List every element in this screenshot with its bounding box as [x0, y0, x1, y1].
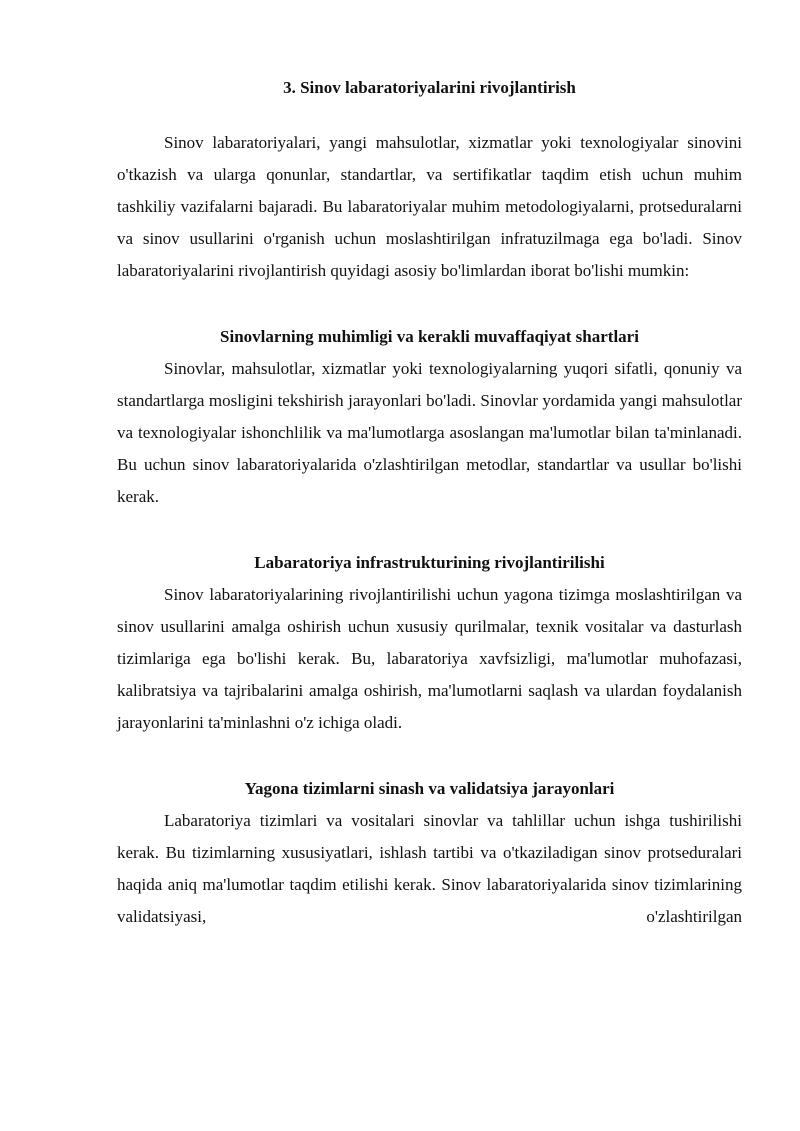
section-gap	[117, 287, 742, 321]
section-heading-validation: Yagona tizimlarni sinash va validatsiya jarayonlari	[244, 779, 615, 798]
section-gap	[117, 739, 742, 773]
section-heading-infrastructure: Labaratoriya infrastrukturining rivojlantirilishi	[254, 553, 605, 572]
section-paragraph-importance: Sinovlar, mahsulotlar, xizmatlar yoki texnologiyalarning yuqori sifatli, qonuniy va standartlarga mosligini tekshirish jarayonlari bo'ladi. Sinovlar yordamida yangi mahsulotlar va texnologiyalar ishonchlilik va ma'lumotlarga asoslangan ma'lumotlar bilan ta'minlanadi. Bu uchun sinov labaratoriyalarida o'zlashtirilgan metodlar, standartlar va usullar bo'lishi kerak.	[117, 359, 742, 506]
document-page	[117, 70, 742, 933]
section-heading-importance: Sinovlarning muhimligi va kerakli muvaffaqiyat shartlari	[220, 327, 639, 346]
section-paragraph-infrastructure: Sinov labaratoriyalarining rivojlantirilishi uchun yagona tizimga moslashtirilgan va sinov usullarini amalga oshirish uchun xususiy qurilmalar, texnik vositalar va dasturlash tizimlariga ega bo'lishi kerak. Bu, labaratoriya xavfsizligi, ma'lumotlar muhofazasi, kalibratsiya va tajribalarini amalga oshirish, ma'lumotlarni saqlash va ulardan foydalanish jarayonlarini ta'minlashni o'z ichiga oladi.	[117, 585, 742, 732]
intro-paragraph: Sinov labaratoriyalari, yangi mahsulotlar, xizmatlar yoki texnologiyalar sinovini o'tkazish va ularga qonunlar, standartlar, va sertifikatlar taqdim etish uchun muhim tashkiliy vazifalarni bajaradi. Bu labaratoriyalar muhim metodologiyalarni, protseduralarni va sinov usullarini o'rganish uchun moslashtirilgan infratuzilmaga ega bo'ladi. Sinov labaratoriyalarini rivojlantirish quyidagi asosiy bo'limlardan iborat bo'lishi mumkin:	[117, 133, 742, 280]
page-title: 3. Sinov labaratoriyalarini rivojlantirish	[283, 78, 576, 97]
section-paragraph-validation: Labaratoriya tizimlari va vositalari sinovlar va tahlillar uchun ishga tushirilishi kerak. Bu tizimlarning xususiyatlari, ishlash tartibi va o'tkaziladigan sinov protseduralari haqida aniq ma'lumotlar taqdim etilishi kerak. Sinov labaratoriyalarida sinov tizimlarining validatsiyasi, o'zlashtirilgan	[117, 811, 742, 926]
section-gap	[117, 513, 742, 547]
